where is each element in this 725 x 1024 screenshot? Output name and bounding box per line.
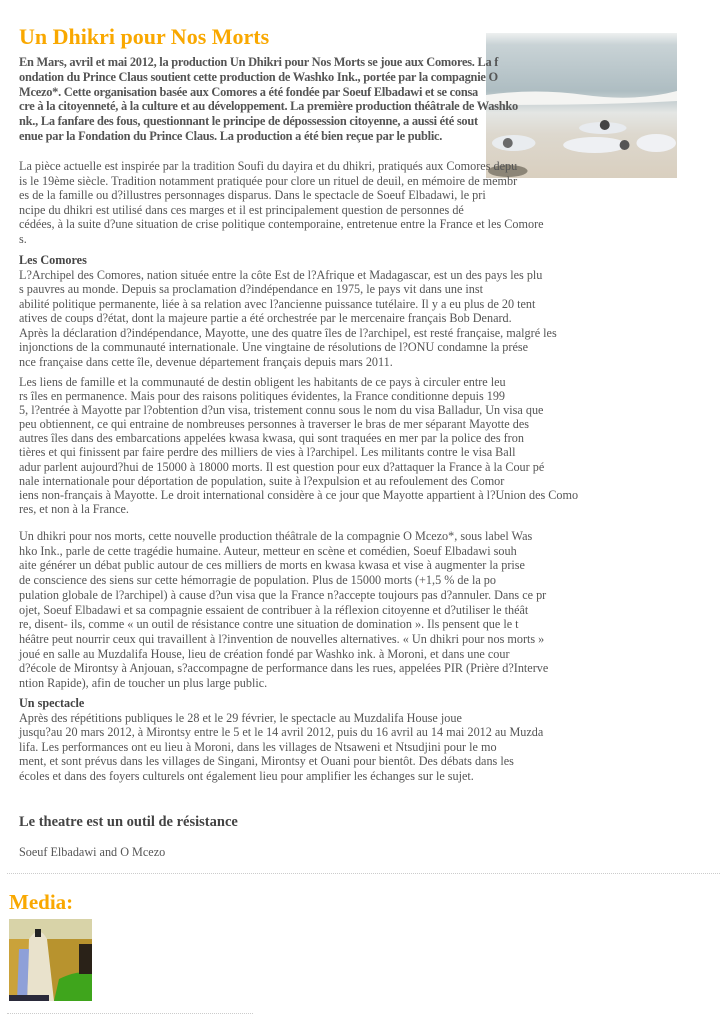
text-line: s pauvres au monde. Depuis sa proclamation d?indépendance en 1975, le pays vit dans une inst [19,282,484,296]
text-line: autres îles dans des embarcations appelées kwasa kwasa, qui sont traquées en mer par la police des fron [19,431,524,446]
text-line: s. [19,231,27,246]
text-line: iens non-français à Mayotte. Le droit international considère à ce jour que Mayotte appartient à l?Union des Como [19,487,579,502]
tagline-heading: Le theatre est un outil de résistance [19,814,238,830]
text-line: aite générer un débat public autour de ces milliers de morts en kwasa kwasa et vise à augmenter la prise [19,558,525,573]
text-line: La pièce actuelle est inspirée par la tradition Soufi du dayira et du dhikri, pratiqués aux Comores depu [19,159,518,173]
text-line: ojet, Soeuf Elbadawi et sa compagnie essaient de contribuer à la réflexion citoyenne et d?utiliser le théât [19,602,529,617]
section-heading-spectacle: Un spectacle [19,696,85,710]
text-line: 5, l?entrée à Mayotte par l?obtention d?un visa, tristement connu sous le nom du visa Balladur, Un visa que [19,403,544,418]
text-line: cédées, à la suite d?une situation de crise politique contemporaine, entretenue entre la France et les Comore [19,217,544,231]
text-line: joué en salle au Muzdalifa House, lieu de création fondé par Washko ink. à Moroni, et dans une cour [19,646,510,661]
paragraph-tradition [19,159,544,246]
text-line: enue par la Fondation du Prince Claus. La production a été bien reçue par le public. [19,128,443,143]
section-spectacle [19,696,543,783]
text-line: is le 19ème siècle. Tradition notamment pratiquée pour clore un rituel de deuil, en mémoire de membr [19,173,518,188]
text-line: re, disent- ils, comme « un outil de résistance contre une situation de domination ». Ils pensent que le t [19,617,519,632]
paragraph-production [19,529,548,691]
text-line: ondation du Prince Claus soutient cette production de Washko Ink., portée par la compagnie O [19,69,498,84]
section-comores [19,253,557,369]
text-line: Les liens de famille et la communauté de destin obligent les habitants de ce pays à circuler entre leu [19,375,506,389]
text-line: atives de coups d?état, dont la majeure partie a été orchestrée par le mercenaire français Bob Denard. [19,311,512,325]
text-line: En Mars, avril et mai 2012, la production Un Dhikri pour Nos Morts se joue aux Comores. La f [19,55,499,69]
text-line: jusqu?au 20 mars 2012, à Mirontsy entre le 5 et le 14 avril 2012, puis du 16 avril au 14 mai 2012 au Muzda [19,725,544,739]
text-line: Mcezo*. Cette organisation basée aux Comores a été fondée par Soeuf Elbadawi et se consa [19,84,478,99]
text-line: d?école de Mirontsy à Anjouan, s?accompagne de performance dans les rues, appelées PIR (Prière d?Interve [19,661,549,676]
page-title: Un Dhikri pour Nos Morts [19,24,270,49]
media-thumbnail[interactable] [9,919,92,1001]
text-line: Un dhikri pour nos morts, cette nouvelle production théâtrale de la compagnie O Mcezo*, sous label Was [19,529,533,543]
text-line: ment, et sont prévus dans les villages de Singani, Mirontsy et Ouani pour bientôt. Des débats dans les [19,754,514,768]
section-heading-comores: Les Comores [19,253,87,267]
intro-paragraph [19,55,518,144]
text-line: ntion Rapide), afin de toucher un plus large public. [19,676,268,691]
credit-text: Soeuf Elbadawi and O Mcezo [19,845,166,859]
media-heading: Media: [9,890,74,914]
text-line: abilité politique permanente, liée à sa relation avec l?ancienne puissance tutélaire. Il y a eu plus de 20 tent [19,296,536,311]
text-line: es de la famille ou d?illustres personnages disparus. Dans le spectacle de Soeuf Elbadawi, le pri [19,188,486,202]
text-line: écoles et dans des foyers culturels ont également lieu pour amplifier les échanges sur le sujet. [19,768,474,783]
text-line: pulation globale de l?archipel) à cause d?un visa que la France n?accepte toujours pas d?annuler. Dans ce pr [19,587,547,602]
text-line: ncipe du dhikri est utilisé dans ces marges et il est principalement question de personnes dé [19,202,464,217]
text-line: lifa. Les performances ont eu lieu à Moroni, dans les villages de Ntsaweni et Ntsudjini pour le mo [19,739,497,754]
paragraph-visa [19,375,578,516]
text-line: rs îles en permanence. Mais pour des raisons politiques évidentes, la France conditionne depuis 199 [19,389,506,404]
paragraph-spectacle [19,711,543,784]
text-line: cre à la citoyenneté, à la culture et au développement. La première production théâtrale de Washko [19,99,518,114]
paragraph-comores [19,268,557,370]
text-line: tières et qui finissent par faire perdre des milliers de vies à l?archipel. Les militants contre le visa Ball [19,445,516,460]
divider-bottom [7,1013,253,1014]
text-line: héâtre peut nourrir ceux qui travaillent à l?invention de nouvelles alternatives. « Un dhikri pour nos morts » [19,631,545,646]
text-line: injonctions de la communauté internationale. Une vingtaine de résolutions de l?ONU condamne la prése [19,340,529,354]
text-line: Après la déclaration d?indépendance, Mayotte, une des quatre îles de l?archipel, est resté française, malgré les [19,325,557,340]
text-line: L?Archipel des Comores, nation située entre la côte Est de l?Afrique et Madagascar, est un des pays les plu [19,267,543,282]
text-line: nce française dans cette île, devenue département français depuis mars 2011. [19,354,393,369]
text-line: de conscience des siens sur cette hémorragie de population. Plus de 15000 morts (+1,5 % de la po [19,573,496,588]
text-line: adur parlent aujourd?hui de 15000 à 18000 morts. Il est question pour eux d?attaquer la France à la Cour pé [19,459,545,474]
text-line: hko Ink., parle de cette tragédie humaine. Auteur, metteur en scène et comédien, Soeuf Elbadawi souh [19,543,517,558]
text-line: nk., La fanfare des fous, questionnant le principe de dépossession citoyenne, a aussi été sout [19,114,478,129]
text-line: Après des répétitions publiques le 28 et le 29 février, le spectacle au Muzdalifa House joue [19,710,462,725]
divider [7,873,720,874]
text-line: peu obtiennent, ce qui entraine de nombreuses personnes à traverser le bras de mer séparant Mayotte des [19,417,529,432]
text-line: nale internationale pour déportation de population, suite à l?expulsion et au refoulement des Comor [19,473,505,488]
text-line: res, et non à la France. [19,501,129,516]
